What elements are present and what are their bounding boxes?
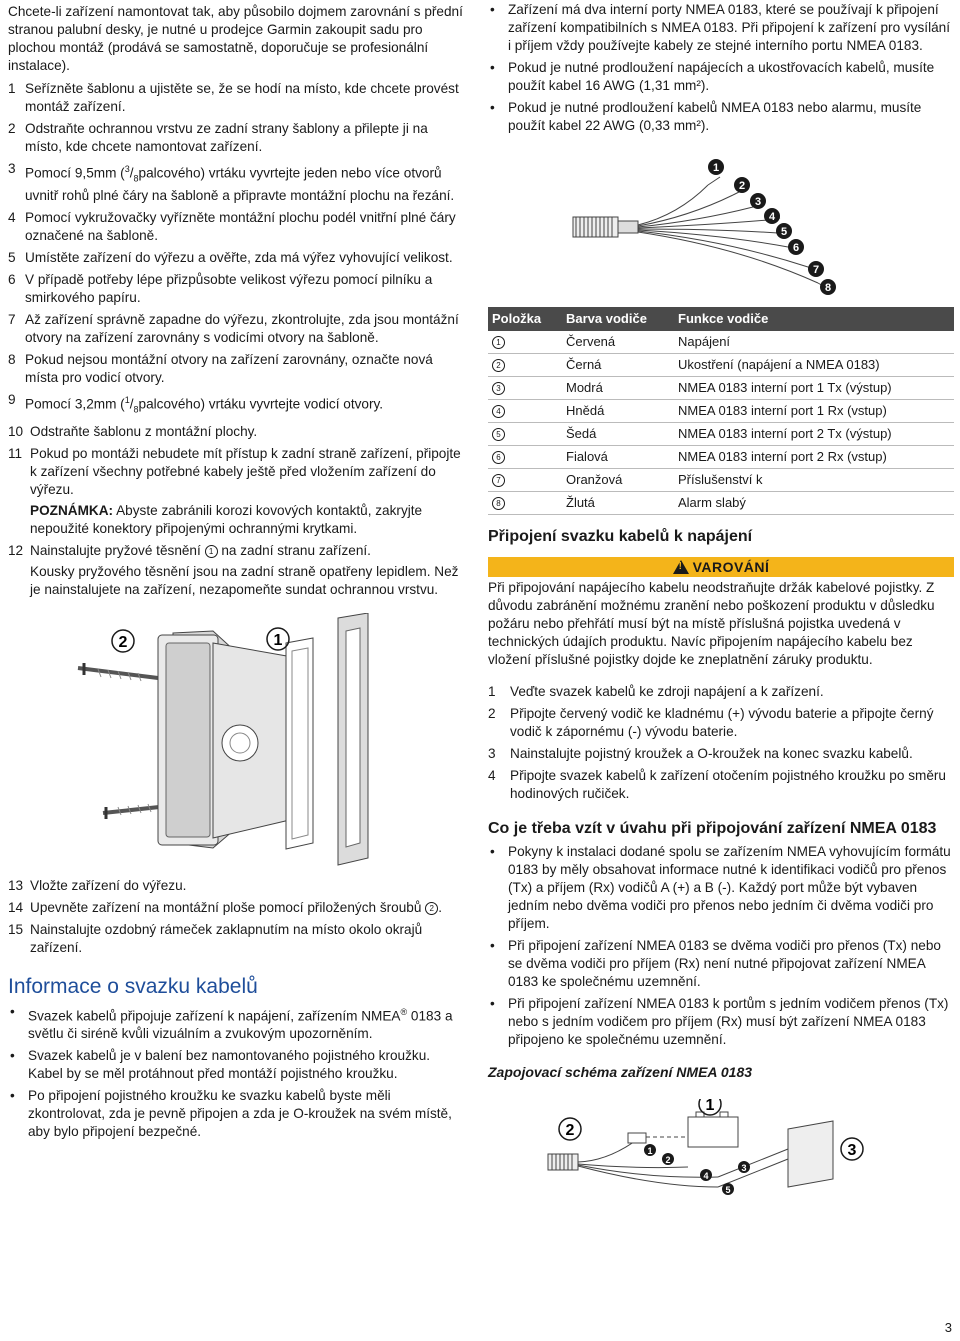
step-text-pre: Pomocí 3,2mm ( — [25, 396, 125, 412]
callout-3-icon — [750, 193, 766, 209]
svg-text:1: 1 — [712, 162, 720, 174]
svg-text:2: 2 — [565, 1122, 575, 1139]
callout-8-icon: 8 — [492, 497, 505, 510]
callout-2-icon: 2 — [492, 359, 505, 372]
wire-callout-5-icon — [722, 1183, 734, 1195]
table-cell: NMEA 0183 interní port 2 Tx (výstup) — [674, 423, 954, 446]
step-text: Připojte svazek kabelů k zařízení otočením pojistného kroužku po směru hodinových ručiček. — [510, 768, 946, 801]
svg-text:5: 5 — [725, 1185, 731, 1195]
table-cell: Oranžová — [562, 469, 674, 492]
wire-callout-3-icon — [738, 1161, 750, 1173]
nmea-diagram — [488, 1099, 954, 1199]
list-item: • Pokud je nutné prodloužení napájecích a ukostřovacích kabelů, musíte použít kabel 16 AWG (1,31 mm²). — [488, 59, 954, 95]
right-column — [488, 0, 954, 1199]
callout-1-icon — [699, 1099, 721, 1115]
step-text: Seřízněte šablonu a ujistěte se, že se hodí na místo, kde chcete provést montáž zařízení. — [25, 81, 459, 114]
table-row — [488, 354, 954, 377]
wire-table — [488, 307, 954, 515]
intro-paragraph: Chcete-li zařízení namontovat tak, aby působilo dojmem zarovnání s přední stranou palubní desky, je nutné u prodejce Garmin zakoupit sadu pro plochou montáž (prodává se samostatně, doporučuje se profesionální instalace). — [8, 4, 463, 73]
svg-text:3: 3 — [847, 1142, 857, 1159]
wire-callout-2-icon — [662, 1153, 674, 1165]
table-row — [488, 492, 954, 515]
column-header: Barva vodiče — [562, 307, 674, 331]
step-number: 14 — [8, 899, 24, 915]
callout-5-icon: 5 — [492, 428, 505, 441]
list-item: • Při připojení zařízení NMEA 0183 se dvěma vodiči pro přenos (Tx) nebo se dvěma vodiči pro příjem (Rx) není nutné připojovat zařízení NMEA 0183 ke společnému uzemnění. — [488, 937, 954, 991]
fraction-denominator: 8 — [133, 404, 139, 415]
step-5 — [8, 249, 468, 267]
list-item: • Pokud je nutné prodloužení kabelů NMEA 0183 nebo alarmu, musíte použít kabel 22 AWG (0,33 mm²). — [488, 99, 954, 135]
step-text: V případě potřeby lépe přizpůsobte velikost výřezu pomocí pilníku a smirkového papíru. — [25, 272, 433, 306]
step-10 — [8, 423, 468, 441]
callout-6-icon — [788, 239, 804, 255]
table-cell: Příslušenství k — [674, 469, 954, 492]
svg-text:2: 2 — [665, 1155, 671, 1165]
callout-7-icon: 7 — [492, 474, 505, 487]
step-11 — [8, 445, 468, 499]
callout-1-icon — [267, 628, 289, 650]
power-step-3 — [488, 745, 954, 763]
nmea-device-icon — [788, 1121, 833, 1187]
bezel-illustration — [338, 613, 368, 865]
step-text: Umístěte zařízení do výřezu a ověřte, zda má výřez vyhovující velikost. — [25, 250, 453, 266]
svg-text:2: 2 — [738, 180, 746, 192]
registered-mark: ® — [400, 1006, 408, 1017]
step-12-detail: Kousky pryžového těsnění jsou na zadní straně opatřeny lepidlem. Než je nainstalujete na zařízení, nezapomeňte sundat ochrannou vrstvu. — [30, 563, 459, 597]
step-number: 4 — [488, 768, 496, 783]
step-8 — [8, 351, 468, 387]
table-row — [488, 331, 954, 354]
callout-5-icon — [776, 223, 792, 239]
step-text: Pokud nejsou montážní otvory na zařízení zarovnány, označte nová místa pro vodicí otvory. — [25, 352, 433, 386]
callout-1-icon: 1 — [205, 545, 218, 558]
step-text: Až zařízení správně zapadne do výřezu, zkontrolujte, zda jsou montážní otvory na zařízení zarovnány s vodicími otvory na šabloně. — [25, 312, 459, 346]
list-item: • Svazek kabelů je v balení bez namontovaného pojistného kroužku. Kabel by se měl protáhnout před montáží pojistného kroužku. — [8, 1047, 468, 1083]
callout-4-icon: 4 — [492, 405, 505, 418]
table-cell: Alarm slabý — [674, 492, 954, 515]
wire-callout-4-icon — [700, 1169, 712, 1181]
column-header: Položka — [488, 307, 562, 331]
step-number: 15 — [8, 921, 24, 937]
step-number: 4 — [8, 210, 16, 226]
note-text: Abyste zabránili korozi kovových kontaktů, zakryjte nepoužité konektory připojenými ochrannými krytkami. — [30, 502, 423, 536]
nmea-section-title: Co je třeba vzít v úvahu při připojování zařízení NMEA 0183 — [488, 820, 937, 837]
table-cell: Černá — [562, 354, 674, 377]
step-number: 1 — [488, 684, 496, 699]
gasket-illustration — [286, 638, 313, 849]
step-text: Nainstalujte pojistný kroužek a O-kroužek na konec svazku kabelů. — [510, 746, 913, 761]
fuse-holder-icon — [628, 1133, 646, 1143]
table-cell: Fialová — [562, 446, 674, 469]
note-label: POZNÁMKA: — [30, 502, 114, 518]
fraction-slash: / — [129, 165, 134, 181]
callout-2-icon: 2 — [425, 902, 438, 915]
list-item: • Zařízení má dva interní porty NMEA 0183, které se používají k připojení zařízení kompatibilních s NMEA 0183. Při připojení k zařízení pro vysílání i příjem vždy používejte kabely ze stejné interního portu NMEA 0183. — [488, 1, 954, 55]
table-cell: Hnědá — [562, 400, 674, 423]
warning-label: VAROVÁNÍ — [692, 559, 770, 575]
column-header: Funkce vodiče — [674, 307, 954, 331]
callout-1-icon — [708, 159, 724, 175]
power-step-2 — [488, 705, 954, 741]
callout-1-icon: 1 — [492, 336, 505, 349]
step-text-pre: Nainstalujte pryžové těsnění — [30, 542, 205, 558]
table-row — [488, 446, 954, 469]
list-item: • Při připojení zařízení NMEA 0183 k portům s jedním vodičem přenos (Tx) nebo s jedním vodičem pro příjem (Rx) musí být zařízení NMEA 0183 připojeno ke společnému uzemnění. — [488, 995, 954, 1049]
svg-text:3: 3 — [754, 196, 762, 208]
list-item: • Svazek kabelů připojuje zařízení k napájení, zařízením NMEA® 0183 a světlu či siréně kvůli vizuálním a zvukovým upozorněním. — [8, 1003, 468, 1044]
step-15 — [8, 921, 468, 957]
callout-6-icon: 6 — [492, 451, 505, 464]
harness-bullet-list — [8, 1003, 468, 1142]
fraction-numerator: 3 — [124, 164, 130, 174]
callout-2-icon — [559, 1118, 581, 1140]
note — [8, 502, 468, 538]
power-step-1 — [488, 683, 954, 701]
step-2 — [8, 120, 468, 156]
power-steps — [488, 683, 954, 803]
svg-text:4: 4 — [768, 211, 776, 223]
wire-callout-1-icon — [644, 1144, 656, 1156]
power-step-4 — [488, 767, 954, 803]
step-number: 7 — [8, 312, 16, 328]
power-section-title: Připojení svazku kabelů k napájení — [488, 528, 753, 545]
svg-text:1: 1 — [647, 1146, 653, 1156]
table-cell: NMEA 0183 interní port 1 Rx (vstup) — [674, 400, 954, 423]
nmea-wiring-diagram — [488, 1099, 954, 1199]
callout-8-icon — [820, 279, 836, 295]
list-item: • Po připojení pojistného kroužku ke svazku kabelů byste měli zkontrolovat, zda je pevně připojen a zda je O-kroužek na svém místě, aby bylo připojení bezpečné. — [8, 1087, 468, 1141]
step-number: 10 — [8, 423, 24, 439]
step-12 — [8, 542, 468, 560]
harness-figure — [488, 145, 954, 303]
step-number: 13 — [8, 877, 24, 893]
table-cell: NMEA 0183 interní port 2 Rx (vstup) — [674, 446, 954, 469]
screw-icon — [78, 663, 158, 681]
step-14 — [8, 899, 468, 917]
step-text-pre: Pomocí 9,5mm ( — [25, 165, 125, 181]
callout-2-icon — [112, 630, 134, 652]
callout-4-icon — [764, 208, 780, 224]
table-cell: Červená — [562, 331, 674, 354]
step-6 — [8, 271, 468, 307]
nmea-bullet-list — [488, 843, 954, 1049]
svg-text:8: 8 — [824, 282, 832, 294]
table-row — [488, 469, 954, 492]
step-text: Odstraňte šablonu z montážní plochy. — [30, 423, 258, 439]
table-cell: Ukostření (napájení a NMEA 0183) — [674, 354, 954, 377]
step-number: 3 — [488, 746, 496, 761]
flush-mount-figure — [8, 613, 468, 873]
svg-text:5: 5 — [780, 226, 788, 238]
fraction-slash: / — [129, 396, 134, 412]
step-text: Pokud po montáži nebudete mít přístup k zadní straně zařízení, připojte k zařízení všechny potřebné kabely ještě před vložením zařízení do výřezu. — [30, 445, 461, 497]
table-row — [488, 423, 954, 446]
warning-banner — [488, 557, 954, 577]
step-number: 5 — [8, 250, 16, 266]
step-3 — [8, 160, 468, 205]
svg-text:7: 7 — [812, 264, 820, 276]
step-text: Nainstalujte ozdobný rámeček zaklapnutím na místo okolo okrajů zařízení. — [30, 921, 423, 955]
svg-text:1: 1 — [705, 1099, 715, 1114]
diagram-caption: Zapojovací schéma zařízení NMEA 0183 — [488, 1064, 753, 1080]
step-text-post: palcového) vrtáku vyvrtejte vodicí otvory. — [138, 396, 384, 412]
table-header-row — [488, 307, 954, 331]
port-bullet-list — [488, 1, 954, 135]
step-number: 3 — [8, 161, 16, 176]
svg-text:3: 3 — [741, 1163, 747, 1173]
svg-text:1: 1 — [273, 631, 283, 649]
callout-3-icon — [841, 1138, 863, 1160]
step-1 — [8, 80, 468, 116]
step-number: 12 — [8, 542, 24, 558]
step-number: 11 — [8, 445, 23, 461]
warning-text: Při připojování napájecího kabelu neodstraňujte držák kabelové pojistky. Z důvodu zabránění možnému zranění nebo poškození produktu v důsledku požáru nebo přehřátí musí být na místě příslušná pojistka uvedená v technických údajích produktu. Navíc připojením napájecího kabelu bez vložení příslušné pojistky dojde ke zneplatnění záruky produktu. — [488, 580, 935, 667]
page-number: 3 — [944, 1320, 952, 1335]
left-column — [8, 0, 468, 1141]
fraction-numerator: 1 — [124, 395, 130, 406]
step-7 — [8, 311, 468, 347]
step-9 — [8, 391, 468, 418]
table-row — [488, 377, 954, 400]
step-text: Pomocí vykružovačky vyřízněte montážní plochu podél vnitřní plné čáry označené na šabloně. — [25, 210, 456, 244]
fraction-denominator: 8 — [133, 173, 139, 184]
wiring-harness-illustration — [488, 145, 954, 303]
step-text: Připojte červený vodič ke kladnému (+) vývodu baterie a připojte černý vodič k zápornému (-) vývodu baterie. — [510, 706, 934, 739]
battery-icon — [688, 1112, 738, 1147]
table-cell: Napájení — [674, 331, 954, 354]
step-text-post: . — [438, 899, 442, 915]
table-cell: Žlutá — [562, 492, 674, 515]
harness-wires — [638, 177, 830, 290]
flush-mount-illustration — [8, 613, 468, 873]
table-cell: Modrá — [562, 377, 674, 400]
step-number: 2 — [488, 706, 496, 721]
step-text: Veďte svazek kabelů ke zdroji napájení a k zařízení. — [510, 684, 824, 699]
table-row — [488, 400, 954, 423]
step-number: 2 — [8, 121, 16, 136]
step-text-post: palcového) vrtáku vyvrtejte jeden nebo více otvorů uvnitř rohů plné čáry na šabloně a připravte montážní plochu na řezání. — [25, 165, 455, 204]
table-cell: Šedá — [562, 423, 674, 446]
step-text-pre: Upevněte zařízení na montážní ploše pomocí přiložených šroubů — [30, 899, 426, 915]
svg-text:2: 2 — [118, 633, 128, 651]
warning-icon — [673, 560, 689, 574]
step-number: 6 — [8, 272, 16, 288]
list-item: • Pokyny k instalaci dodané spolu se zařízením NMEA vyhovujícím formátu 0183 by měly obsahovat informace nutné k identifikaci vodičů pro přenos (Tx) a příjem (Rx) vodičů A (+) a B (-). Každý port může být vybaven jedním nebo dvěma vodiči pro přenos nebo jedním či dvěma vodiči pro příjem. — [488, 843, 954, 933]
step-number: 9 — [8, 392, 16, 408]
callout-7-icon — [808, 261, 824, 277]
section-title-harness: Informace o svazku kabelů — [8, 974, 258, 998]
step-number: 8 — [8, 352, 16, 368]
table-cell: NMEA 0183 interní port 1 Tx (výstup) — [674, 377, 954, 400]
callout-2-icon — [734, 177, 750, 193]
step-number: 1 — [8, 81, 16, 96]
step-text-post: na zadní stranu zařízení. — [217, 542, 371, 558]
svg-text:6: 6 — [792, 242, 800, 254]
power-connector-icon — [548, 1154, 578, 1170]
harness-connector-icon — [573, 217, 638, 237]
step-4 — [8, 209, 468, 245]
step-text: Vložte zařízení do výřezu. — [30, 877, 187, 893]
callout-3-icon: 3 — [492, 382, 505, 395]
svg-text:4: 4 — [703, 1171, 709, 1181]
step-13 — [8, 877, 468, 895]
step-text: Odstraňte ochrannou vrstvu ze zadní strany šablony a přilepte ji na místo, kde chcete namontovat zařízení. — [25, 121, 428, 154]
